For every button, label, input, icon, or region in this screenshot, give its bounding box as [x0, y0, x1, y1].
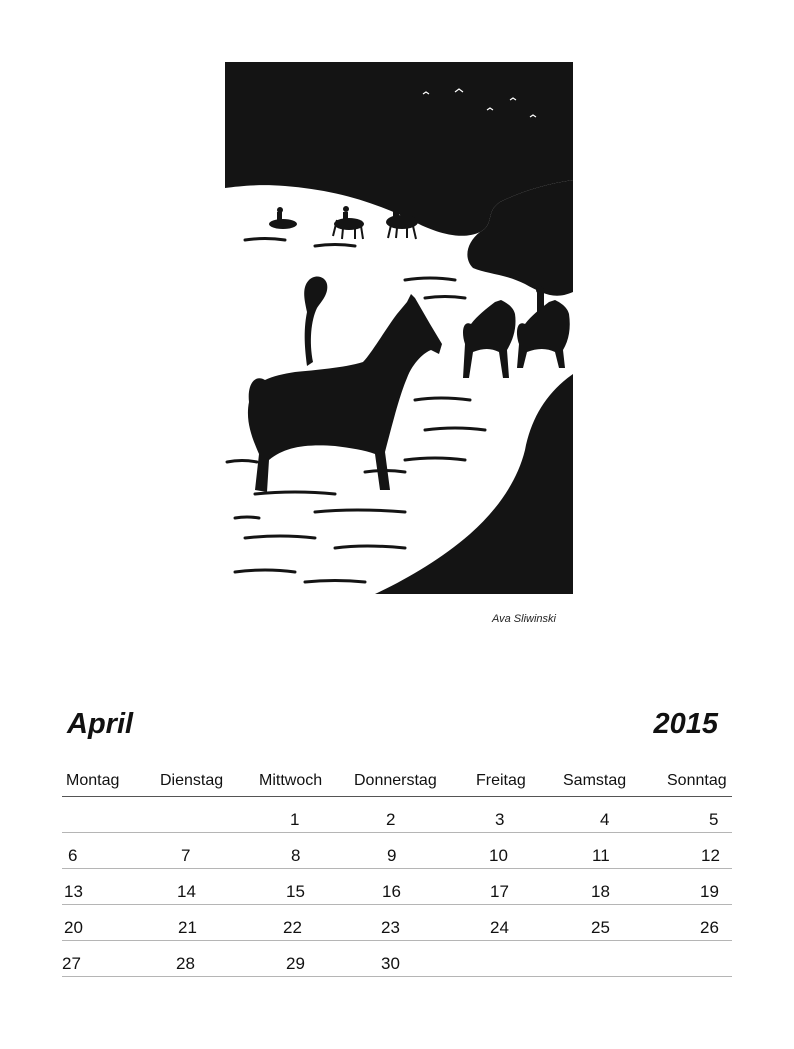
day-cell: 12	[701, 846, 720, 865]
day-cell: 9	[387, 846, 397, 865]
weekday-label-samstag: Samstag	[563, 772, 627, 789]
day-cell: 13	[64, 882, 83, 901]
week-row-5	[62, 941, 732, 977]
artist-credit: Ava Sliwinski	[492, 613, 556, 625]
week-row-3	[62, 869, 732, 905]
day-cell: 27	[62, 954, 81, 973]
day-cell: 23	[381, 918, 400, 937]
day-cell: 14	[177, 882, 196, 901]
day-cell: 24	[490, 918, 509, 937]
day-cell: 3	[495, 810, 505, 829]
day-cell: 21	[178, 918, 197, 937]
day-cell: 11	[592, 846, 610, 865]
day-cell: 15	[286, 882, 305, 901]
day-cell: 5	[709, 810, 719, 829]
day-cell: 30	[381, 954, 400, 973]
day-cell: 16	[382, 882, 401, 901]
day-cell: 22	[283, 918, 302, 937]
month-title: April	[67, 708, 134, 740]
week-row-4	[62, 905, 732, 941]
weekday-label-donnerstag: Donnerstag	[354, 772, 437, 789]
day-cell: 4	[600, 810, 610, 829]
week-row-1	[62, 797, 732, 833]
weekday-label-dienstag: Dienstag	[160, 772, 224, 789]
weekday-label-mittwoch: Mittwoch	[259, 772, 323, 789]
day-cell: 17	[490, 882, 509, 901]
weekday-header-row	[62, 766, 732, 797]
day-cell: 19	[700, 882, 719, 901]
day-cell: 7	[181, 846, 191, 865]
day-cell: 26	[700, 918, 719, 937]
day-cell: 18	[591, 882, 610, 901]
year-title: 2015	[653, 708, 718, 740]
calendar-grid	[62, 766, 732, 977]
day-cell: 25	[591, 918, 610, 937]
day-cell: 2	[386, 810, 396, 829]
day-cell: 29	[286, 954, 305, 973]
day-cell: 1	[290, 810, 300, 829]
day-cell: 6	[68, 846, 78, 865]
day-cell: 8	[291, 846, 301, 865]
day-cell: 20	[64, 918, 83, 937]
day-cell: 10	[489, 846, 508, 865]
weekday-label-freitag: Freitag	[476, 772, 526, 789]
woodcut-riders-horses-icon	[225, 62, 573, 594]
weekday-label-sonntag: Sonntag	[667, 772, 727, 789]
weekday-label-montag: Montag	[66, 772, 120, 789]
day-cell: 28	[176, 954, 195, 973]
week-row-2	[62, 833, 732, 869]
